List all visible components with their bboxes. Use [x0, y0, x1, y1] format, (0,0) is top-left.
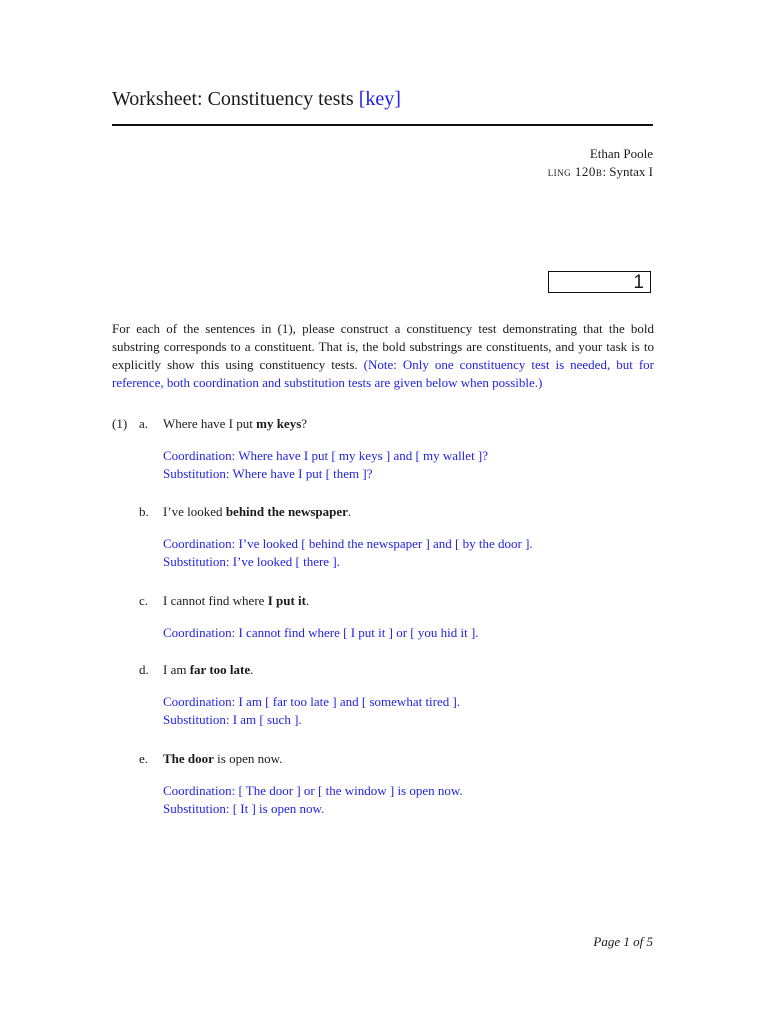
- answer-line: Substitution: I am [ such ].: [163, 712, 302, 727]
- sentence-pre: I am: [163, 662, 190, 677]
- item-letter: e.: [139, 751, 149, 766]
- sentence-pre: I’ve looked: [163, 504, 226, 519]
- sentence-post: .: [305, 593, 310, 608]
- answer-line: Coordination: Where have I put [ my keys ] and [ my wallet ]?: [163, 448, 489, 463]
- page-title: [112, 88, 401, 111]
- sentence-post: ?: [301, 416, 308, 431]
- instructions-note: (Note: Only one constituency test is needed, but for reference, both coordination and substitution tests are given below when possible.): [112, 357, 654, 390]
- course-code: ling 120b: [547, 164, 603, 179]
- sentence-post: is open now.: [213, 751, 283, 766]
- score-box: 1: [548, 271, 651, 293]
- answer-line: Coordination: I’ve looked [ behind the newspaper ] and [ by the door ].: [163, 536, 533, 551]
- sentence-bold: behind the newspaper: [225, 504, 348, 519]
- sentence-post: .: [250, 662, 254, 677]
- instructions-text: For each of the sentences in (1), please construct a constituency test demonstrating that the bold substring corresponds to a constituent. That is, the bold substrings are constituents, and your task is to explicitly show this using constituency tests.: [112, 321, 654, 372]
- answer-line: Coordination: I am [ far too late ] and [ somewhat tired ].: [163, 694, 461, 709]
- sentence-pre: I cannot find where: [163, 593, 268, 608]
- answer-line: Coordination: [ The door ] or [ the window ] is open now.: [163, 783, 463, 798]
- item-letter: c.: [139, 593, 149, 608]
- item-letter: d.: [139, 662, 149, 677]
- answer-line: Substitution: Where have I put [ them ]?: [163, 466, 373, 481]
- sentence-post: .: [347, 504, 352, 519]
- item-letter: a.: [139, 416, 149, 431]
- answer-line: Substitution: I’ve looked [ there ].: [163, 554, 340, 569]
- sentence-bold: The door: [163, 751, 214, 766]
- answer-line: Coordination: I cannot find where [ I put it ] or [ you hid it ].: [163, 625, 479, 640]
- sentence-bold: I put it: [267, 593, 306, 608]
- page-number: Page 1 of 5: [593, 934, 653, 949]
- sentence-pre: Where have I put: [163, 416, 257, 431]
- course-title: : Syntax I: [602, 164, 653, 179]
- answer-line: Substitution: [ It ] is open now.: [163, 801, 325, 816]
- sentence-bold: my keys: [256, 416, 302, 431]
- course-line: [548, 164, 653, 180]
- title-key-label: [key]: [358, 88, 401, 110]
- sentence-bold: far too late: [189, 662, 251, 677]
- example-number: (1): [112, 416, 128, 431]
- item-sentence: [163, 751, 282, 767]
- item-sentence: [163, 416, 307, 432]
- instructions-paragraph: [112, 320, 654, 392]
- item-sentence: [163, 662, 253, 678]
- item-sentence: [163, 504, 351, 520]
- item-sentence: [163, 593, 309, 609]
- item-letter: b.: [139, 504, 149, 519]
- title-divider: [112, 124, 653, 126]
- title-text: Worksheet: Constituency tests: [112, 88, 354, 110]
- author-name: Ethan Poole: [589, 146, 653, 161]
